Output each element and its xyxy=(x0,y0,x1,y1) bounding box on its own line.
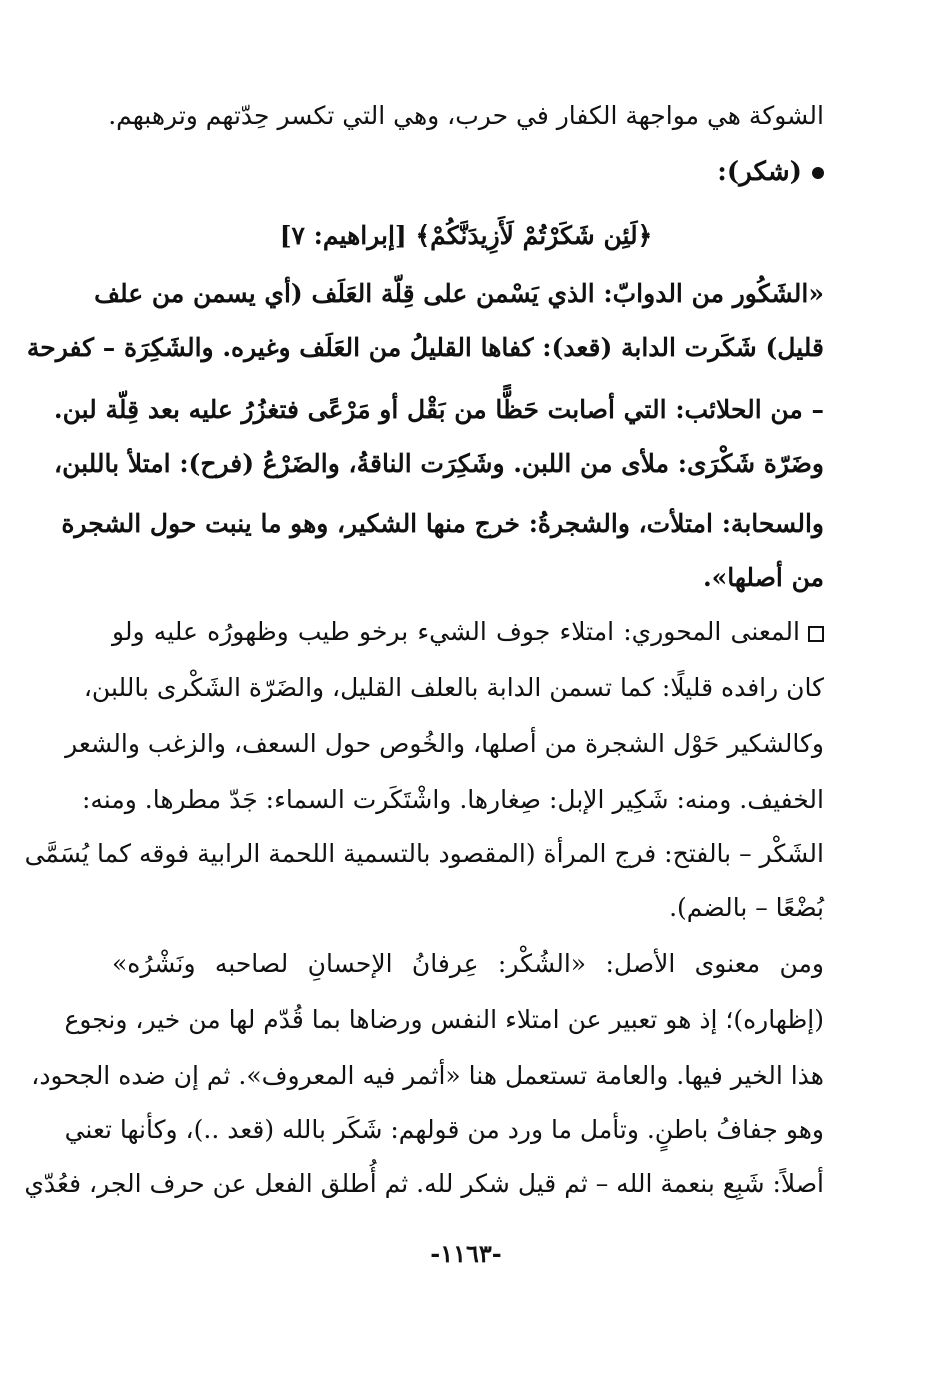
entry-heading xyxy=(717,152,824,192)
page-number: -١١٦٣- xyxy=(430,1239,502,1268)
text-line-10: وكالشكير حَوْل الشجرة من أصلها، والخُوص حول السعف، والزغب والشعر xyxy=(65,729,824,758)
text-line-17: وهو جفافُ باطنٍ. وتأمل ما ورد من قولهم: شَكَر بالله (قعد ..)، وكأنها تعني xyxy=(64,1115,824,1144)
quran-verse: ﴿لَئِن شَكَرْتُمْ لَأَزِيدَنَّكُمْ﴾ [إبراهيم: ٧] xyxy=(279,221,653,250)
text-line-14: ومن معنوى الأصل: «الشُكْر: عِرفانُ الإحسانِ لصاحبه ونَشْرُه» xyxy=(112,949,824,978)
text-line-2: «الشَكُور من الدوابّ: الذي يَسْمن على قِلّة العَلَف (أي يسمن من علف xyxy=(94,279,824,308)
text-line-3: قليل) شَكَرت الدابة (قعد): كفاها القليلُ من العَلَف وغيره. والشَكِرَة – كفرحة xyxy=(26,333,824,362)
text-line-13: بُضْعًا – بالضم). xyxy=(669,893,824,922)
text-line-9: كان رافده قليلًا: كما تسمن الدابة بالعلف القليل، والضَرّة الشَكْرى باللبن، xyxy=(83,673,824,702)
text-line-1: الشوكة هي مواجهة الكفار في حرب، وهي التي تكسر حِدّتهم وترهبهم. xyxy=(108,101,824,130)
text-line-18: أصلاً: شَبِع بنعمة الله – ثم قيل شكر لله. ثم أُطلق الفعل عن حرف الجر، فعُدّي xyxy=(24,1169,824,1198)
text-line-16: هذا الخير فيها. والعامة تستعمل هنا «أثمر فيه المعروف». ثم إن ضده الجحود، xyxy=(31,1061,824,1090)
text-line-6: والسحابة: امتلأت، والشجرةُ: خرج منها الشكير، وهو ما ينبت حول الشجرة xyxy=(61,509,824,538)
entry-heading-label: (شكر): xyxy=(717,157,802,187)
text-line-11: الخفيف. ومنه: شَكِير الإبل: صِغارها. واشْتَكَرت السماء: جَدّ مطرها. ومنه: xyxy=(81,785,824,814)
bullet-icon xyxy=(812,167,824,179)
text-line-12: الشَكْر – بالفتح: فرج المرأة (المقصود بالتسمية اللحمة الرابية فوقه كما يُسَمَّى xyxy=(24,839,824,868)
text-line-8-content: المعنى المحوري: امتلاء جوف الشيء برخو طيب وظهورُه عليه ولو xyxy=(112,617,800,646)
text-line-7: من أصلها». xyxy=(702,563,824,592)
text-line-5: وضَرّة شَكْرَى: ملأى من اللبن. وشَكِرَت الناقةُ، والضَرْعُ (فرح): امتلأ باللبن، xyxy=(54,449,824,478)
square-bullet-icon xyxy=(808,626,824,642)
text-line-8 xyxy=(112,612,824,652)
text-line-15: (إظهاره)؛ إذ هو تعبير عن امتلاء النفس ورضاها بما قُدّم لها من خير، ونجوع xyxy=(64,1005,824,1034)
text-line-4: – من الحلائب: التي أصابت حَظًّا من بَقْل أو مَرْعًى فتغزُرُ عليه بعد قِلّة لبن. xyxy=(53,395,824,424)
